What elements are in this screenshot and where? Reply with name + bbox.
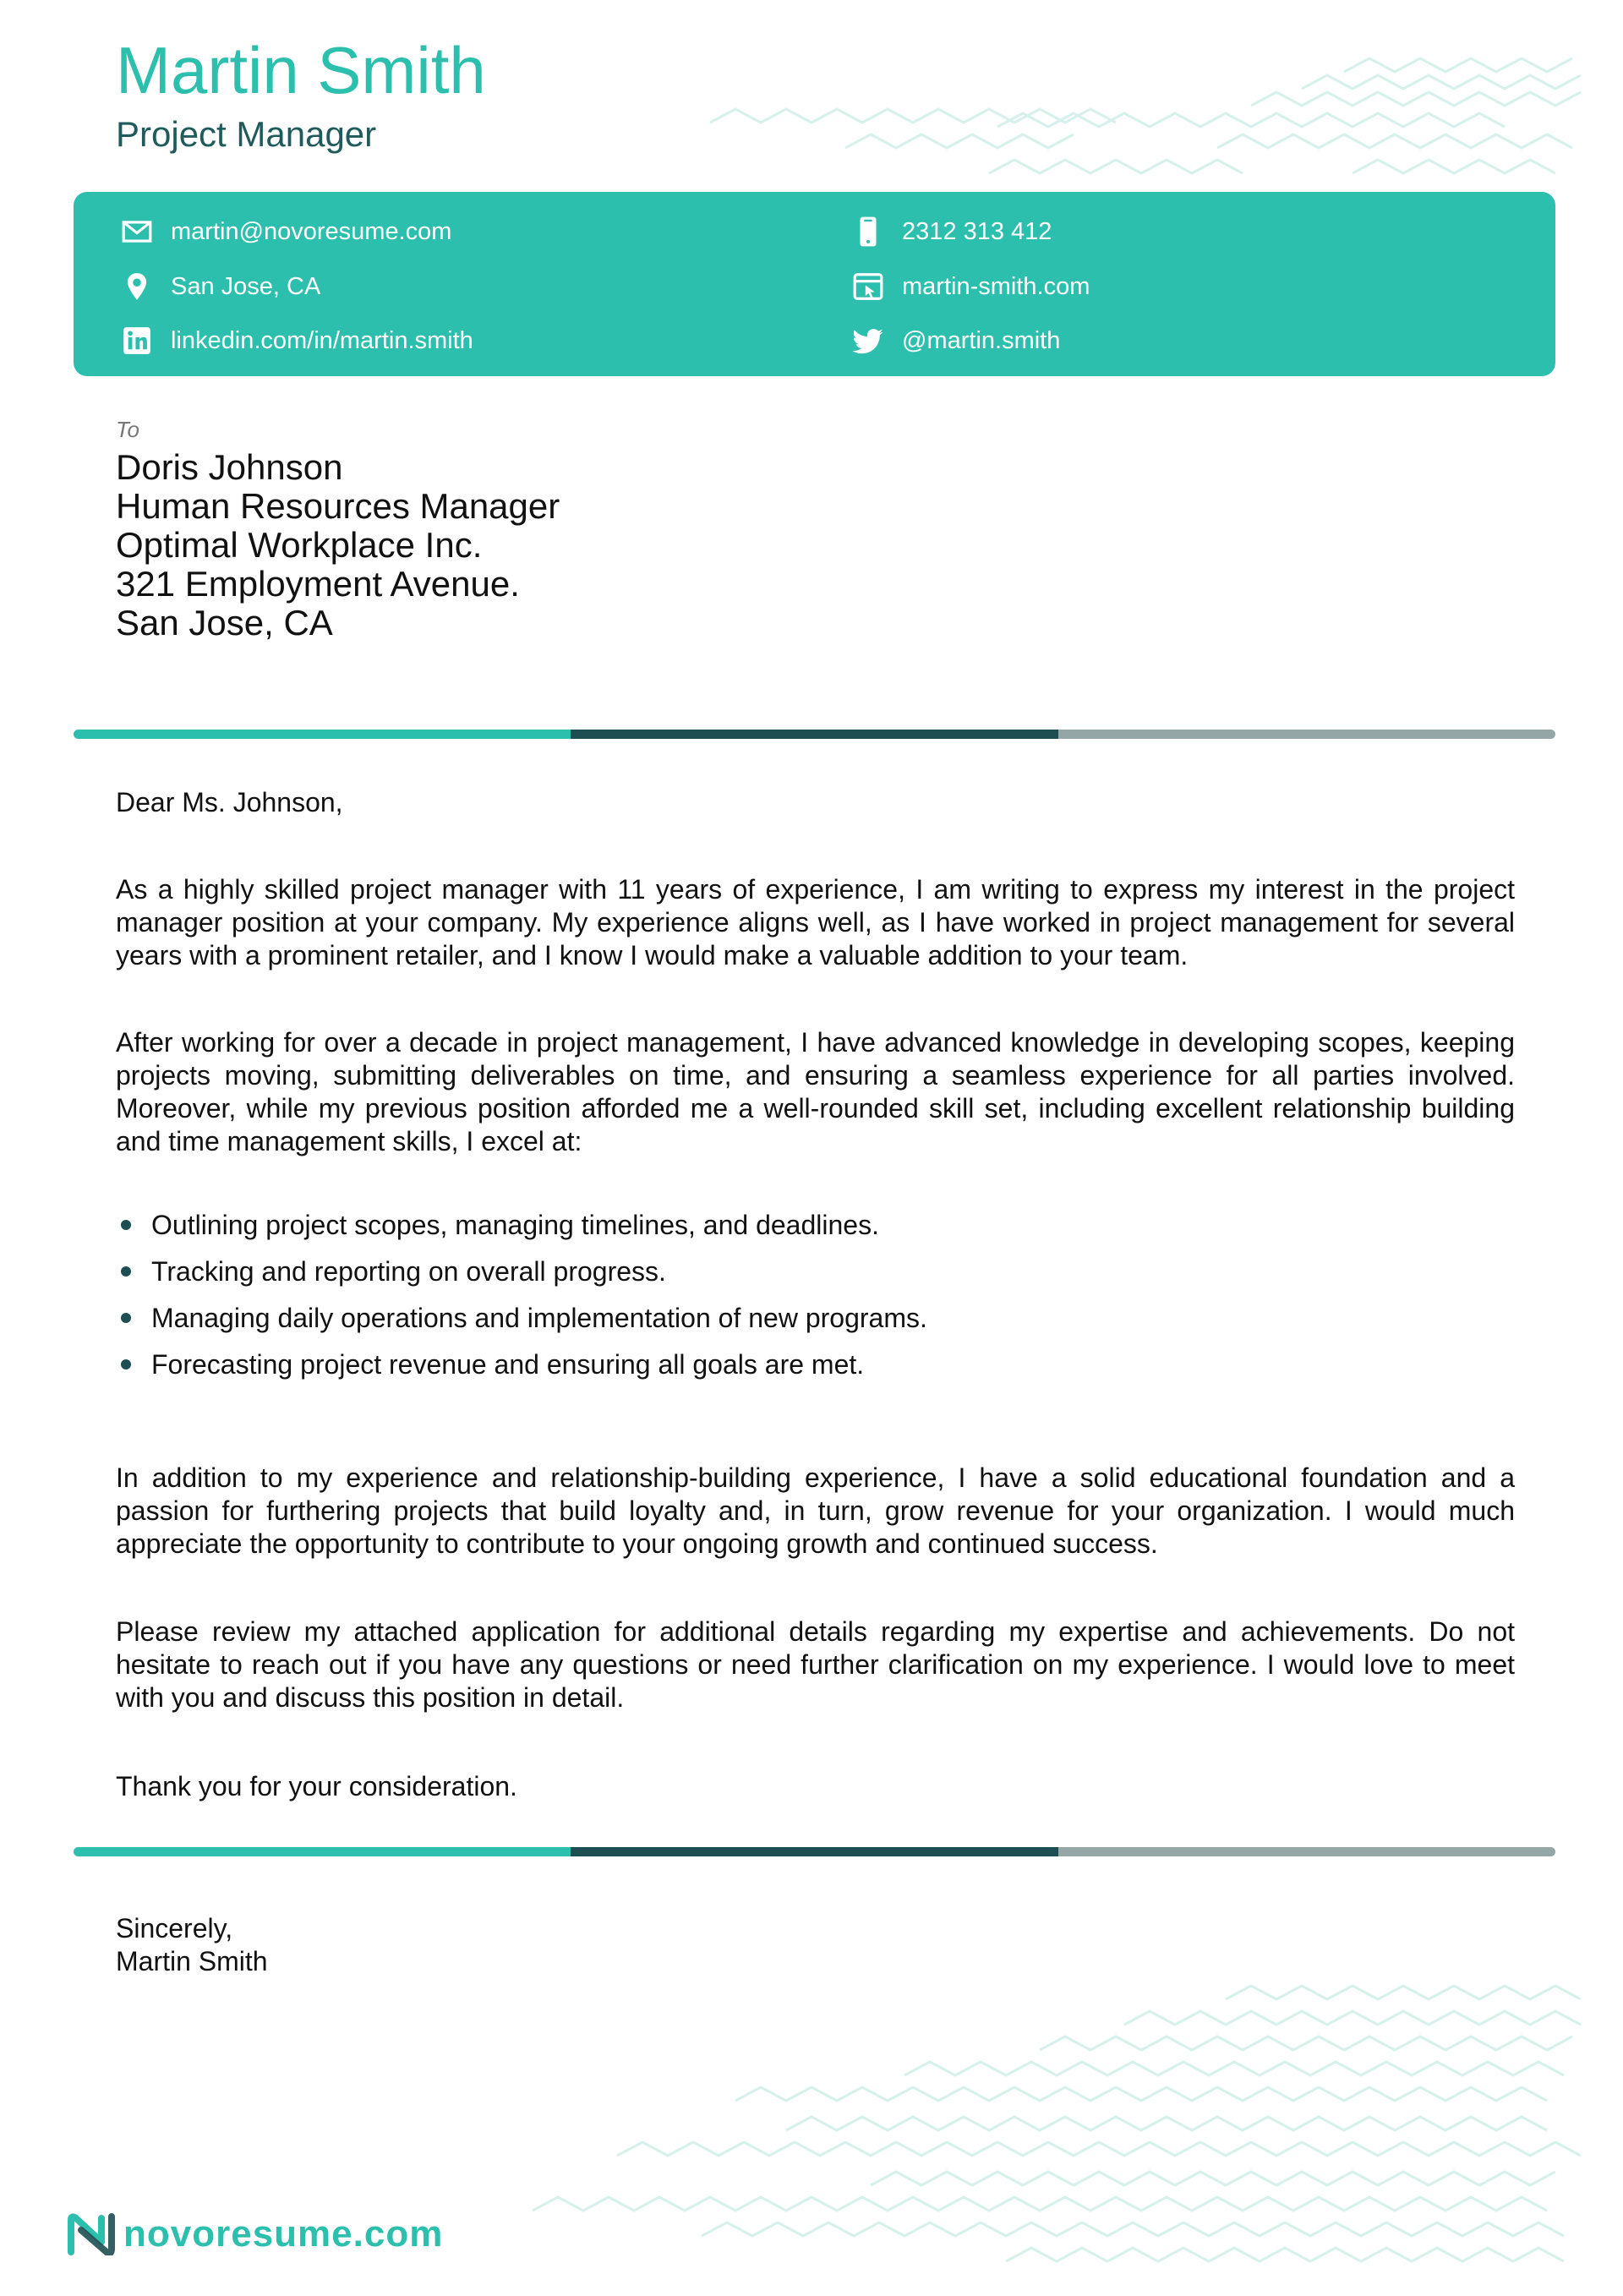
applicant-title: Project Manager <box>116 114 377 154</box>
recipient-street: 321 Employment Avenue. <box>116 564 520 604</box>
envelope-icon <box>120 215 154 249</box>
map-pin-icon <box>120 270 154 303</box>
contact-website-text: martin-smith.com <box>902 272 1090 300</box>
decorative-chevron <box>1344 58 1572 72</box>
decorative-chevron <box>845 134 1074 148</box>
decorative-chevron <box>1124 2011 1581 2025</box>
contact-bar <box>74 192 1555 376</box>
bullet-icon <box>121 1359 131 1369</box>
bullet-icon <box>121 1266 131 1276</box>
brand-name: novoresume.com <box>123 2213 444 2255</box>
closing-line: Thank you for your consideration. <box>116 1771 517 1801</box>
phone-icon <box>851 215 885 249</box>
recipient-name: Doris Johnson <box>116 447 343 487</box>
decorative-chevron <box>1006 2248 1564 2261</box>
decorative-pattern-bottom <box>533 1965 1581 2278</box>
list-item: Tracking and reporting on overall progress. <box>116 1255 1515 1301</box>
decorative-chevron <box>1226 1986 1581 1999</box>
recipient-position: Human Resources Manager <box>116 486 560 526</box>
list-item: Forecasting project revenue and ensuring all goals are met. <box>116 1348 1515 1394</box>
decorative-chevron <box>617 2142 1581 2156</box>
bullet-icon <box>121 1313 131 1323</box>
contact-twitter-text: @martin.smith <box>902 326 1061 354</box>
decorative-chevron <box>1040 2036 1572 2050</box>
signoff-block <box>116 1912 268 1978</box>
recipient-label: To <box>116 417 139 442</box>
decorative-chevron <box>1302 75 1581 89</box>
novoresume-logo-icon <box>68 2213 115 2255</box>
decorative-pattern-top <box>710 46 1581 186</box>
decorative-chevron <box>702 2222 1564 2236</box>
contact-email[interactable] <box>120 215 451 249</box>
decorative-chevron <box>533 2197 1547 2211</box>
contact-phone[interactable] <box>851 215 1052 249</box>
contact-twitter[interactable] <box>851 324 1060 358</box>
letter-paragraph: As a highly skilled project manager with 11 years of experience, I am writing to express my interest in the project manager position at your company. My experience aligns well, as I have worked in project management for several years with a prominent retailer, and I know I would make a valuable addition to your team. <box>116 874 1515 970</box>
letter-paragraph: In addition to my experience and relationship-building experience, I have a solid educational foundation and a passion for furthering projects that build loyalty and, in turn, grow revenue for your organization. I would much appreciate the opportunity to contribute to your ongoing growth and continued success. <box>116 1462 1515 1559</box>
decorative-chevron <box>904 2062 1564 2075</box>
brand-footer[interactable] <box>68 2213 443 2255</box>
decorative-chevron <box>710 109 1116 123</box>
decorative-chevron <box>989 160 1243 173</box>
bullet-icon <box>121 1220 131 1230</box>
decorative-chevron <box>786 2117 1547 2130</box>
contact-email-text: martin@novoresume.com <box>171 217 452 245</box>
contact-location <box>120 270 320 303</box>
applicant-name: Martin Smith <box>116 33 486 107</box>
signoff: Sincerely, <box>116 1913 233 1943</box>
salutation: Dear Ms. Johnson, <box>116 787 343 817</box>
recipient-city: San Jose, CA <box>116 603 333 642</box>
contact-phone-text: 2312 313 412 <box>902 217 1052 245</box>
contact-linkedin[interactable] <box>120 324 473 358</box>
contact-website[interactable] <box>851 270 1090 303</box>
twitter-icon <box>851 324 885 358</box>
decorative-chevron <box>997 113 1505 127</box>
decorative-chevron <box>1251 92 1581 106</box>
signature-name: Martin Smith <box>116 1946 268 1976</box>
section-divider <box>74 1847 1555 1856</box>
recipient-block <box>116 448 560 642</box>
section-divider <box>74 730 1555 739</box>
contact-linkedin-text: linkedin.com/in/martin.smith <box>171 326 473 354</box>
list-item: Managing daily operations and implementation of new programs. <box>116 1301 1515 1348</box>
list-item: Outlining project scopes, managing timelines, and deadlines. <box>116 1208 1515 1255</box>
recipient-company: Optimal Workplace Inc. <box>116 525 483 565</box>
decorative-chevron <box>735 2087 1547 2101</box>
contact-location-text: San Jose, CA <box>171 272 321 300</box>
linkedin-icon <box>120 324 154 358</box>
decorative-chevron <box>1217 134 1572 148</box>
letter-paragraph: Please review my attached application for additional details regarding my expertise and achievements. Do not hesitate to reach out if you have any questions or need further clarification on my experience. I would love to meet with you and discuss this position in detail. <box>116 1616 1515 1713</box>
skills-list <box>116 1208 1515 1394</box>
decorative-chevron <box>1352 160 1555 173</box>
website-icon <box>851 270 885 303</box>
letter-paragraph: After working for over a decade in project management, I have advanced knowledge in developing scopes, keeping projects moving, submitting deliverables on time, and ensuring a seamless experience for all parties involved. Moreover, while my previous position afforded me a well-rounded skill set, including excellent relationship building and time management skills, I excel at: <box>116 1027 1515 1156</box>
decorative-chevron <box>871 2172 1555 2185</box>
